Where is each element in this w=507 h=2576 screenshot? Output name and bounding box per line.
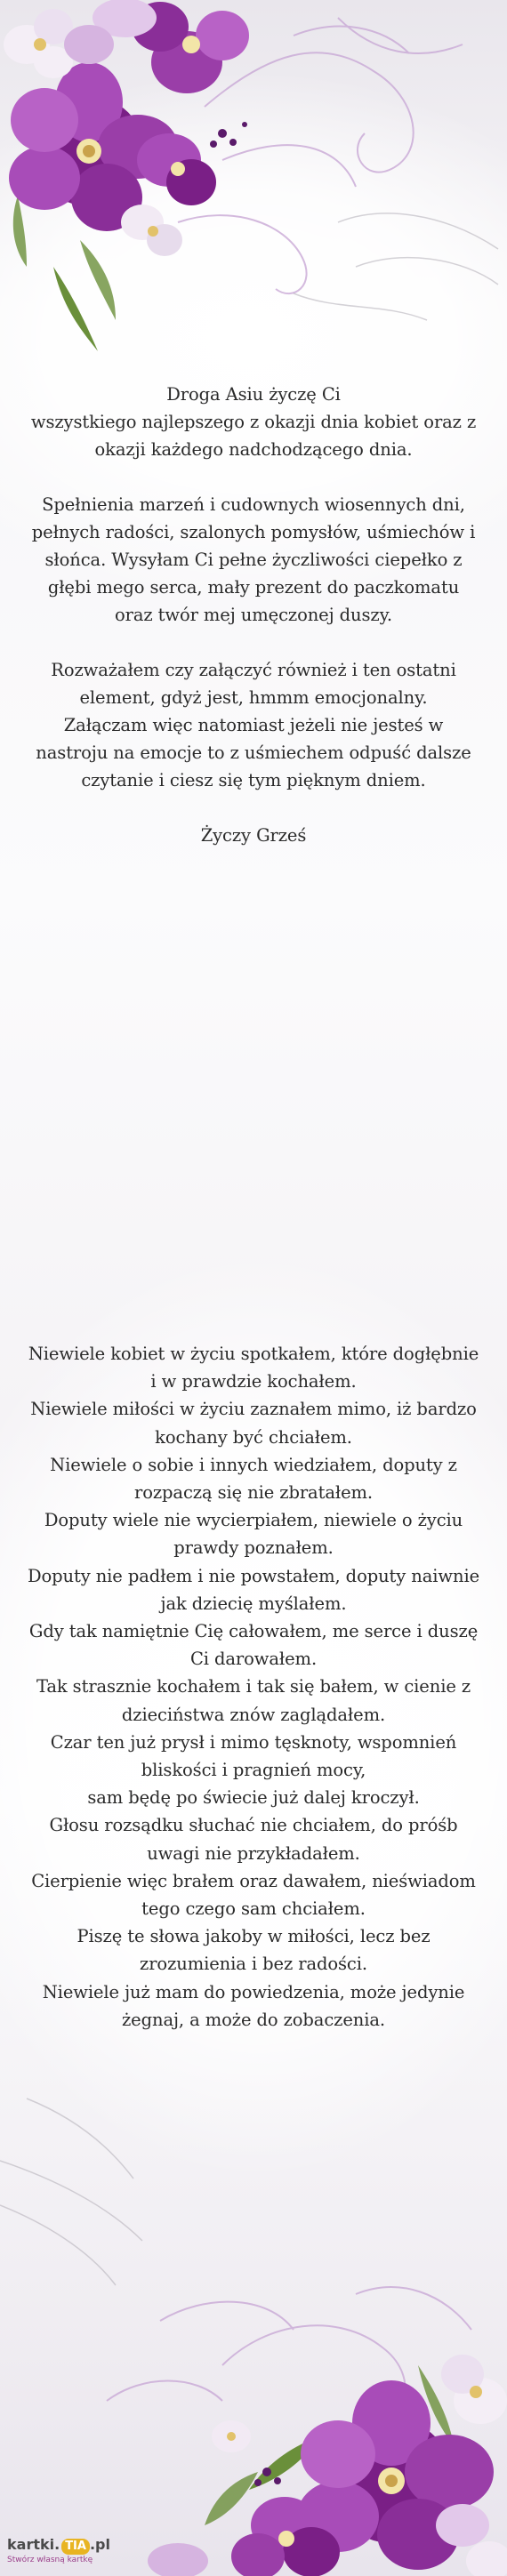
flower-light-lilac (64, 0, 157, 64)
top-flower-decoration (0, 0, 507, 382)
poem-text: Niewiele kobiet w życiu spotkałem, które dogłębnie i w prawdzie kochałem. Niewiele miłości w życiu zaznałem mimo, iż bardzo kochany być chciałem. Niewiele o sobie i innych wiedziałem, doputy z rozpaczą się nie zbratałem. Doputy wiele nie wycierpiałem, niewiele o życiu prawdy poznałem. Doputy nie padłem i nie powstałem, doputy naiwnie jak dziecię myślałem. Gdy tak namiętnie Cię całowałem, me serce i duszę Ci darowałem. Tak strasznie kochałem i tak się bałem, w cienie z dzieciństwa znów zaglądałem. Czar ten już prysł i mimo tęsknoty, wspomnień bliskości i pragnień mocy, sam będę po świecie już dalej kroczył. Głosu rozsądku słuchać nie chciałem, do próśb uwagi nie przykładałem. Cierpienie więc brałem oraz dawałem, nieświadom tego czego sam chciałem. Piszę te słowa jakoby w miłości, lecz bez zrozumienia i bez radości. Niewiele już mam do powiedzenia, może jedynie żegnaj, a może do zobaczenia. (27, 1344, 480, 2030)
silver-swirls (294, 213, 498, 320)
flower-small-white-2 (121, 205, 182, 256)
logo-name: kartki. (7, 2536, 60, 2553)
flower-small-white-1 (4, 9, 73, 78)
kartki-logo[interactable] (7, 2536, 141, 2573)
greeting-text: Droga Asiu życzę Ci wszystkiego najlepszego z okazji dnia kobiet oraz z okazji każdego nadchodzącego dnia. Spełnienia marzeń i cudownych wiosennych dni, pełnych radości, szalonych pomysłów, uśmiechów i słońca. Wysyłam Ci pełne życzliwości ciepełko z głębi mego serca, mały prezent do paczkomatu oraz twór mej umęczonej duszy. Rozważałem czy załączyć również i ten ostatni element, gdyż jest, hmmm emocjonalny. Załączam więc natomiast jeżeli nie jesteś w nastroju na emocje to z uśmiechem odpuść dalsze czytanie i ciesz się tym pięknym dniem. Życzy Grześ (30, 384, 477, 846)
bottom-flower-decoration (0, 2027, 507, 2576)
berries (210, 122, 247, 148)
logo-suffix: .pl (89, 2536, 110, 2553)
logo-badge: TIA (61, 2539, 90, 2555)
silver-swirls-bottom (0, 2099, 142, 2285)
flower-medium-purple (137, 133, 216, 205)
logo-tagline: Stwórz własną kartkę (7, 2556, 93, 2564)
